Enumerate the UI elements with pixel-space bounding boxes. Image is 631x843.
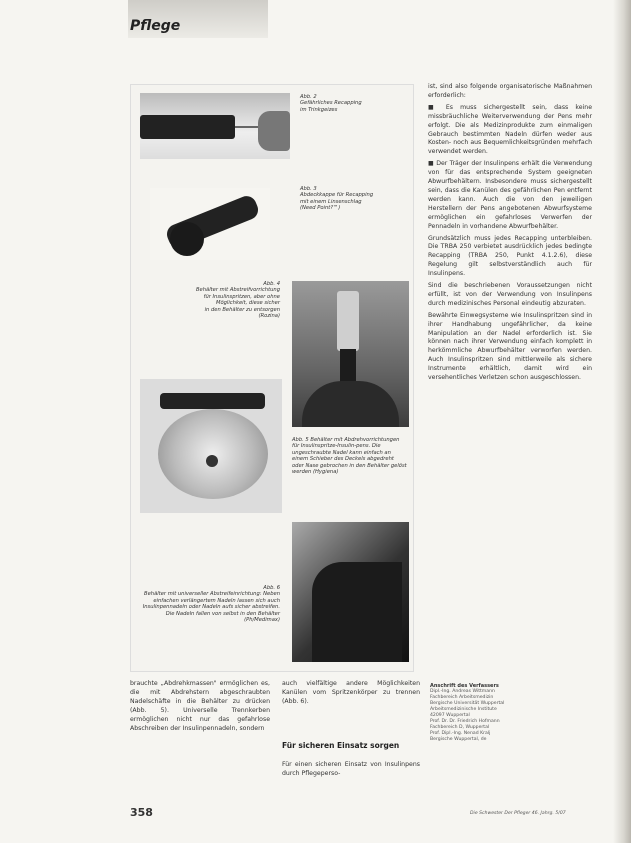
right-column [428,83,592,386]
bottom-mid-text-2: Für einen sicheren Einsatz von Insulinpens durch Pflegeperso- [282,761,420,777]
bullet-1: ■ Es muss sichergestellt sein, dass keine missbräuchliche Weiterverwendung der Pens mehr erfolgt. Die als Medizinprodukte zum einmaligen Gebrauch bestimmten Nadeln dürfen weder aus Kosten- noch aus Bequemlichkeitsgründen mehrfach verwendet werden. [428,104,592,157]
figure-4-photo [292,281,409,427]
author-line: Prof. Dr. Dr. Friedrich Hofmann [430,719,500,724]
hand-shape [258,111,290,151]
bottom-mid-text-1: auch vielfältige andere Möglichkeiten Kanülen vom Spritzenkörper zu trennen (Abb. 6). [282,680,420,705]
author-line: Dipl.-Ing. Andreas Wittmann [430,689,495,694]
pen-shape [140,115,235,139]
gear-mark [206,455,218,467]
pen-body-shape [337,291,359,351]
paragraph-1: Grundsätzlich muss jedes Recapping unterbleiben. Die TRBA 250 verbietet ausdrücklich jedes bedingte Recapping (TRBA 250, Punkt 4.1.2.6), diese Regelung gilt selbstverständlich auch für Insulinpens. [428,234,592,278]
device-shape [312,562,402,662]
author-line: Bergische Wuppertal, de [430,737,487,742]
author-line: Arbeitsmedizinische Institute [430,707,497,712]
figure-3-photo [150,188,270,260]
author-box [430,683,590,743]
author-line: 42097 Wuppertal [430,713,470,718]
author-line: Bergische Universität Wuppertal [430,701,505,706]
bottom-left-column: brauchte „Abdrehkmassen" ermöglichen es, die mit Abdrehstern abgeschraubten Nadelschäfte in die Behälter zu drücken (Abb. 5). Universelle Trennkerben ermöglichen nicht nur das gefahrlose Abschreiben der Insulinpennadeln, sondern [130,680,270,732]
page-number: 358 [130,806,153,819]
page-edge-shadow [613,0,631,843]
paragraph-2: Sind die beschriebenen Voraussetzungen nicht erfüllt, ist von der Verwendung von Insulinpens durch medizinisches Personal eindeutig abzuraten. [428,282,592,307]
figure-2-photo [140,93,290,159]
author-line: Prof. Dipl.-Ing. Nenad Kralj [430,731,491,736]
figure-6-photo [292,522,409,662]
container-shape [302,381,399,427]
cap-base-shape [170,222,204,256]
author-line: Fachbereich D, Wuppertal [430,725,490,730]
figure-4-caption: Abb. 4 Behälter mit Abstreifvorrichtung für Insulinspritzen, aber ohne Möglichkeit, diese sicher in den Behälter zu entsorgen (Rozina) [195,281,280,320]
lid-shape [160,393,265,409]
figure-3-caption: Abb. 3 Abdeckkappe für Recapping mit einem Linsenschlag (Need Point?™) [300,186,374,212]
paragraph-3: Bewährte Einwegsysteme wie Insulinspritzen sind in ihrer Handhabung ungefährlicher, da keine Manipulation an der Nadel erforderlich ist. Sie können nach ihrer Verwendung einfach komplett in herkömmliche Abwurfbehälter verworfen werden. Auch Insulinspritzen sind mittlerweile als sichere Instrumente erhältlich, damit wird ein versehentliches Verletzen schon ausgeschlossen. [428,311,592,382]
subheading: Für sicheren Einsatz sorgen [282,741,400,750]
figure-5-caption: Abb. 5 Behälter mit Abdrehvorrichtungen für Insulinspritze-Insulin-pens. Die ungeschraubte Nadel kann einfach an einem Schieber des Deckels abgedreht oder Nase gebrochen in den Behälter gelöst werden (Hygiena) [292,437,407,476]
figure-5-photo [140,379,282,513]
figure-6-caption: Abb. 6 Behälter mit universeller Abstreifeinrichtung: Neben einfachen verlängertem Nadeln lassen sich auch Insulinpennadeln oder Nadeln aufs sicher abstreifen. Die Nadeln fallen von selbst in den Behälter (Ph/Medimax) [142,585,280,624]
author-title: Anschrift des Verfassers [430,683,499,689]
container-body-shape [158,409,268,499]
bullet-2: ■ Der Träger der Insulinpens erhält die Verwendung von für das entsprechende System geeigneten Abwurfbehältern. Insbesondere muss sichergestellt sein, dass die Kanülen des gefährlichen Pen entfernt werden kann. Auch die von den jeweiligen Herstellern der Pens angebotenen Abwurfsysteme ermöglichen ein gefahrloses Verwerfen der Pennadeln in vorhandene Abwurfbehälter. [428,160,592,231]
intro-text: ist, sind also folgende organisatorische Maßnahmen erforderlich: [428,83,592,99]
author-line: Fachbereich Arbeitsmedizin [430,695,494,700]
footer-citation: Die Schwester Der Pfleger 46. Jahrg. 5/07 [470,811,566,816]
section-title: Pflege [130,18,181,34]
figure-2-caption: Abb. 2 Gefährliches Recapping im Trinkgeizes [300,94,362,113]
